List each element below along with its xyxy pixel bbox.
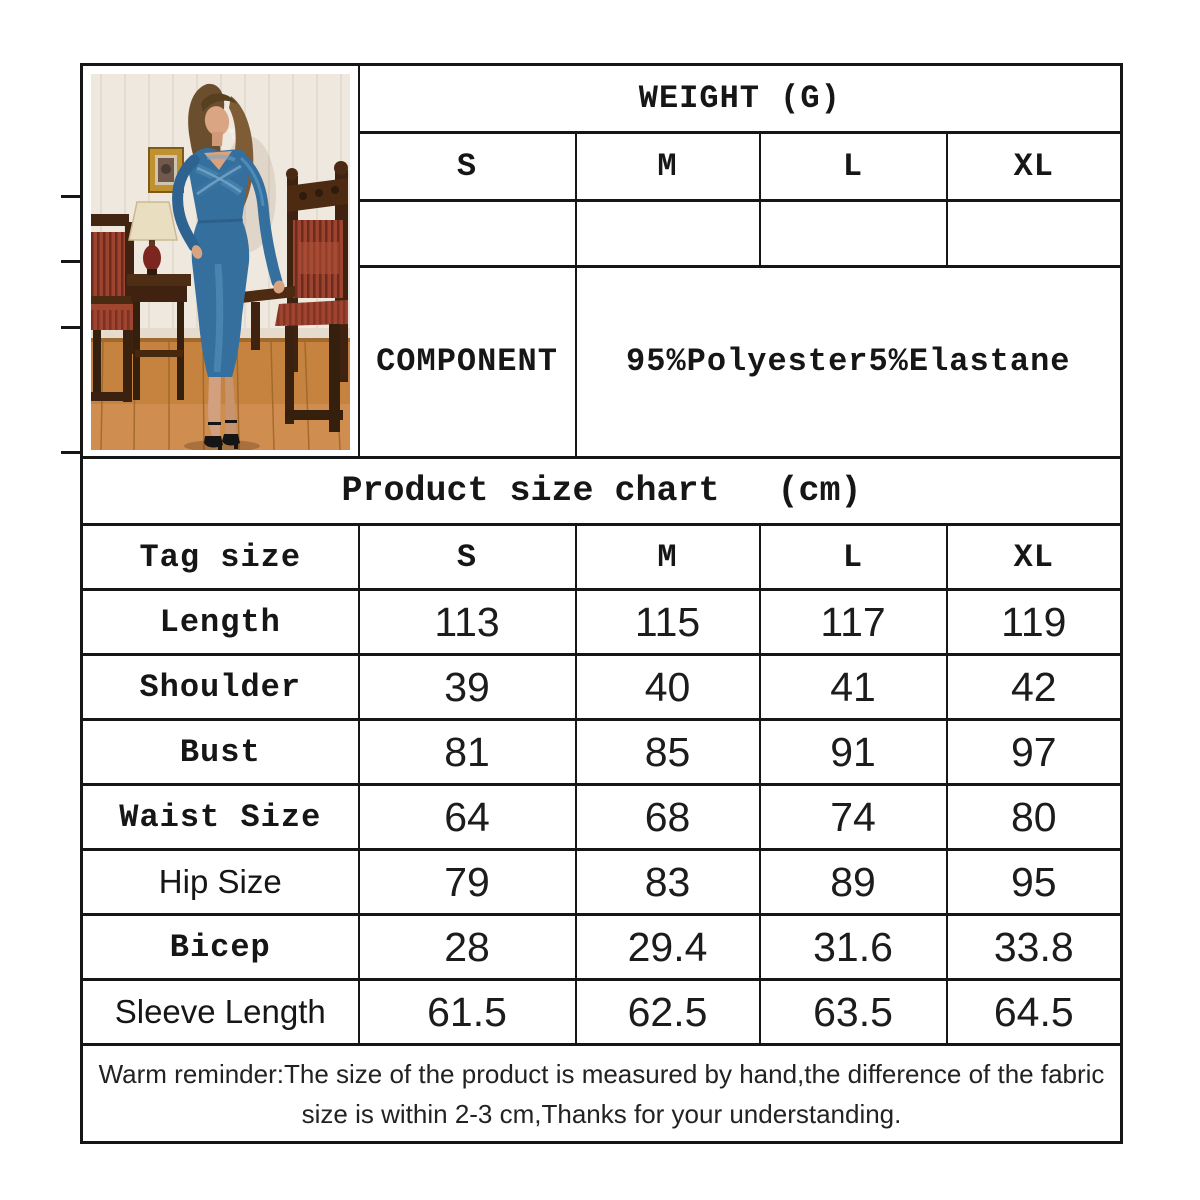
waist-s: 64: [359, 785, 576, 850]
row-label-sleeve-length: Sleeve Length: [82, 980, 359, 1045]
hip-xl: 95: [947, 850, 1122, 915]
sleeve-xl: 64.5: [947, 980, 1122, 1045]
table-row: [82, 785, 1122, 850]
shoulder-l: 41: [760, 655, 947, 720]
component-value-cell: 95%Polyester5%Elastane: [576, 266, 1122, 457]
length-xl: 119: [947, 590, 1122, 655]
product-photo: [91, 74, 350, 450]
bicep-m: 29.4: [576, 915, 760, 980]
hip-s: 79: [359, 850, 576, 915]
bust-xl: 97: [947, 720, 1122, 785]
weight-col-l: L: [760, 133, 947, 201]
sleeve-s: 61.5: [359, 980, 576, 1045]
table-row: [82, 720, 1122, 785]
weight-title-cell: WEIGHT (G): [359, 65, 1122, 133]
bicep-s: 28: [359, 915, 576, 980]
row-label-length: Length: [82, 590, 359, 655]
row-label-shoulder: Shoulder: [82, 655, 359, 720]
row-label-waist-size: Waist Size: [82, 785, 359, 850]
size-chart-title-row: [82, 458, 1122, 525]
shoulder-s: 39: [359, 655, 576, 720]
table-row: [82, 980, 1122, 1045]
size-sheet-table: [80, 63, 1123, 1144]
warm-reminder-cell: [82, 1045, 1122, 1143]
shoulder-m: 40: [576, 655, 760, 720]
waist-xl: 80: [947, 785, 1122, 850]
weight-value-xl: [947, 201, 1122, 266]
table-row: [82, 590, 1122, 655]
sleeve-m: 62.5: [576, 980, 760, 1045]
sleeve-l: 63.5: [760, 980, 947, 1045]
hip-l: 89: [760, 850, 947, 915]
chart-col-s: S: [359, 525, 576, 590]
size-chart-unit: (cm): [777, 471, 862, 511]
table-row: [82, 915, 1122, 980]
chart-col-l: L: [760, 525, 947, 590]
bicep-xl: 33.8: [947, 915, 1122, 980]
row-label-bust: Bust: [82, 720, 359, 785]
chart-col-m: M: [576, 525, 760, 590]
product-image-cell: [82, 65, 359, 458]
bicep-l: 31.6: [760, 915, 947, 980]
bust-s: 81: [359, 720, 576, 785]
length-l: 117: [760, 590, 947, 655]
weight-col-m: M: [576, 133, 760, 201]
earring: [229, 128, 234, 133]
size-chart-title: Product size chart: [341, 471, 720, 511]
weight-col-xl: XL: [947, 133, 1122, 201]
model-neck: [212, 132, 223, 146]
shoulder-xl: 42: [947, 655, 1122, 720]
weight-value-m: [576, 201, 760, 266]
component-label-cell: COMPONENT: [359, 266, 576, 457]
table-row: [82, 655, 1122, 720]
row-label-bicep: Bicep: [82, 915, 359, 980]
bust-l: 91: [760, 720, 947, 785]
row-label-hip-size: Hip Size: [82, 850, 359, 915]
table-row: [82, 850, 1122, 915]
reminder-line-1: Warm reminder:The size of the product is measured by hand,the difference of the fabric: [98, 1058, 1105, 1089]
reminder-line-2: size is within 2-3 cm,Thanks for your understanding.: [301, 1098, 902, 1129]
corner-label-cell: Tag size: [82, 525, 359, 590]
weight-col-s: S: [359, 133, 576, 201]
length-m: 115: [576, 590, 760, 655]
hip-m: 83: [576, 850, 760, 915]
length-s: 113: [359, 590, 576, 655]
waist-l: 74: [760, 785, 947, 850]
chart-col-xl: XL: [947, 525, 1122, 590]
waist-m: 68: [576, 785, 760, 850]
weight-value-l: [760, 201, 947, 266]
earring-drop: [231, 135, 234, 138]
weight-value-s: [359, 201, 576, 266]
bust-m: 85: [576, 720, 760, 785]
